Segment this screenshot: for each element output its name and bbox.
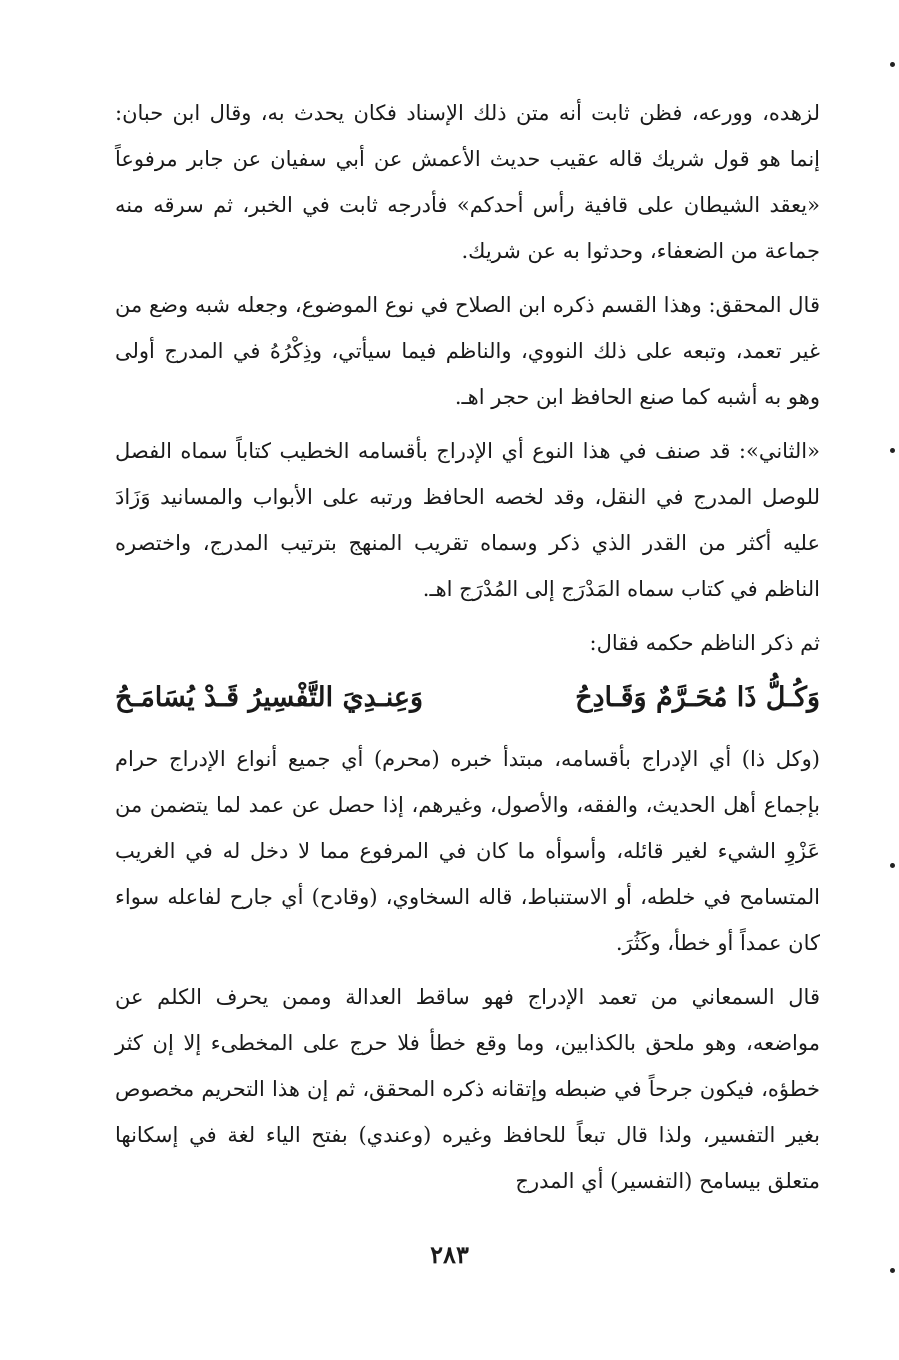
commentary-paragraph-1: (وكل ذا) أي الإدراج بأقسامه، مبتدأ خبره (محرم) أي جميع أنواع الإدراج حرام بإجماع أهل الحديث، والفقه، والأصول، وغيرهم، إذا حصل عن عمد لما يتضمن من عَزْوِ الشيء لغير قائله، وأسوأه ما كان في المرفوع مما لا دخل له في الغريب المتسامح في خلطه، أو الاستنباط، قاله السخاوي، (وقادح) أي جارح لفاعله سواء كان عمداً أو خطأ، وكَثُرَ. [115,747,820,955]
margin-dot-mark [890,448,895,453]
margin-dot-mark [890,863,895,868]
verse-second-hemistich: وَعِنـدِيَ التَّفْسِيرُ قَـدْ يُسَامَـحُ [115,682,423,713]
paragraph-4: ثم ذكر الناظم حكمه فقال: [589,631,820,655]
paragraph-3: «الثاني»: قد صنف في هذا النوع أي الإدراج بأقسامه الخطيب كتاباً سماه الفصل للوصل المدرج في النقل، وقد لخصه الحافظ ورتبه على الأبواب والمسانيد وَزَادَ عليه أكثر من القدر الذي ذكر وسماه تقريب المنهج بترتيب المدرج، واختصره الناظم في كتاب سماه المَدْرَج إلى المُدْرَج اهـ. [115,439,820,601]
page-body [115,90,820,1204]
margin-dot-mark [890,62,895,67]
poem-verse [115,672,820,724]
commentary-paragraph-2: قال السمعاني من تعمد الإدراج فهو ساقط العدالة وممن يحرف الكلم عن مواضعه، وهو ملحق بالكذابين، وما وقع خطأ فلا حرج على المخطىء إلا إن كثر خطؤه، فيكون جرحاً في ضبطه وإتقانه ذكره المحقق، ثم إن هذا التحريم مخصوص بغير التفسير، ولذا قال تبعاً للحافظ وغيره (وعندي) بفتح الياء لغة في إسكانها متعلق بيسامح (التفسير) أي المدرج [115,985,820,1193]
margin-dot-mark [890,1268,895,1273]
paragraph-1: لزهده، وورعه، فظن ثابت أنه متن ذلك الإسناد فكان يحدث به، وقال ابن حبان: إنما هو قول شريك قاله عقيب حديث الأعمش عن أبي سفيان عن جابر مرفوعاً «يعقد الشيطان على قافية رأس أحدكم» فأدرجه ثابت في الخبر، ثم سرقه منه جماعة من الضعفاء، وحدثوا به عن شريك. [115,101,820,263]
paragraph-2: قال المحقق: وهذا القسم ذكره ابن الصلاح في نوع الموضوع، وجعله شبه وضع من غير تعمد، وتبعه على ذلك النووي، والناظم فيما سيأتي، وذِكْرُهُ في المدرج أولى وهو به أشبه كما صنع الحافظ ابن حجر اهـ. [115,293,820,409]
verse-first-hemistich: وَكُـلُّ ذَا مُحَـرَّمٌ وَقَـادِحُ [575,682,820,713]
page-number: ٢٨٣ [430,1240,469,1269]
